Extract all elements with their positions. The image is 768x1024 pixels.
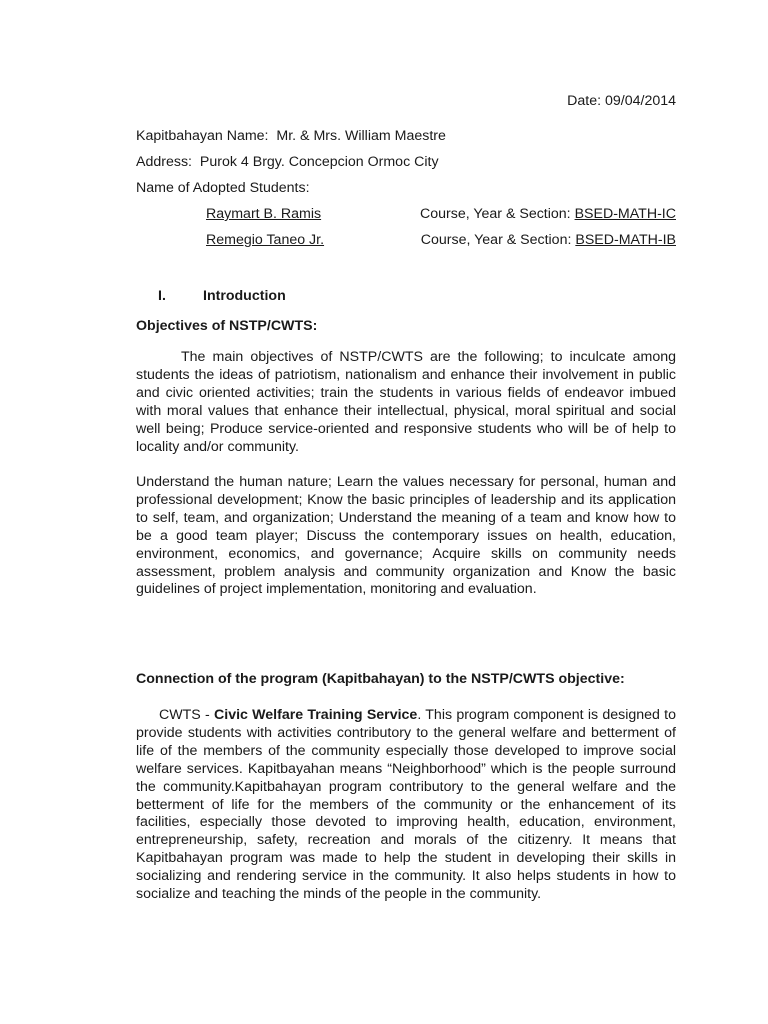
kapitbahayan-name-line	[136, 128, 446, 144]
objectives-heading: Objectives of NSTP/CWTS:	[136, 318, 318, 334]
address-value: Purok 4 Brgy. Concepcion Ormoc City	[199, 154, 439, 170]
kapitbahayan-label: Kapitbahayan Name:	[136, 128, 269, 144]
course-label: Course, Year & Section:	[420, 232, 572, 248]
date-line: Date: 09/04/2014	[567, 93, 676, 109]
connection-lead: CWTS -	[159, 707, 214, 723]
connection-paragraph	[136, 707, 676, 904]
student-name-2: Remegio Taneo Jr.	[206, 232, 325, 248]
connection-body: . This program component is designed to provide students with activities contributory to the general welfare and betterment of life of the members of the community especially those developed to improve social welfare services. Kapitbayahan means “Neighborhood” which is the people surround the community.Kapitbahayan program contributory to the general welfare and the betterment of life for the members of the community or the enhancement of its facilities, especially those devoted to improving health, education, environment, entrepreneurship, safety, recreation and morals of the citizenry. It means that Kapitbahayan program was made to help the student in developing their skills in socializing and rendering service in the community. It also helps students in how to socialize and teaching the minds of the people in the community.	[136, 707, 676, 903]
objectives-paragraph-1: The main objectives of NSTP/CWTS are the following; to inculcate among students the ideas of patriotism, nationalism and enhance their involvement in public and civic oriented activities; train the students in various fields of endeavor imbued with moral values that enhance their intellectual, physical, moral spiritual and social well being; Produce service-oriented and responsive students who will be of help to locality and/or community.	[136, 349, 676, 455]
student-name-1: Raymart B. Ramis	[206, 206, 322, 222]
course-value: BSED-MATH-IC	[574, 206, 676, 222]
kapitbahayan-value: Mr. & Mrs. William Maestre	[276, 128, 446, 144]
objectives-paragraph-2: Understand the human nature; Learn the values necessary for personal, human and professional development; Know the basic principles of leadership and its application to self, team, and organization; Understand the meaning of a team and know how to be a good team player; Discuss the contemporary issues on health, education, environment, economics, and governance; Acquire skills on community needs assessment, problem analysis and community organization and Know the basic guidelines of project implementation, monitoring and evaluation.	[136, 474, 676, 598]
section-number: I.	[158, 288, 166, 304]
course-value: BSED-MATH-IB	[575, 232, 676, 248]
student-course-1	[420, 206, 676, 222]
address-line	[136, 154, 439, 170]
adopted-students-label: Name of Adopted Students:	[136, 180, 310, 196]
course-label: Course, Year & Section:	[419, 206, 571, 222]
section-title: Introduction	[203, 288, 286, 304]
connection-heading: Connection of the program (Kapitbahayan) to the NSTP/CWTS objective:	[136, 671, 625, 687]
connection-lead-bold: Civic Welfare Training Service	[214, 707, 418, 723]
student-course-2	[421, 232, 676, 248]
address-label: Address:	[136, 154, 192, 170]
